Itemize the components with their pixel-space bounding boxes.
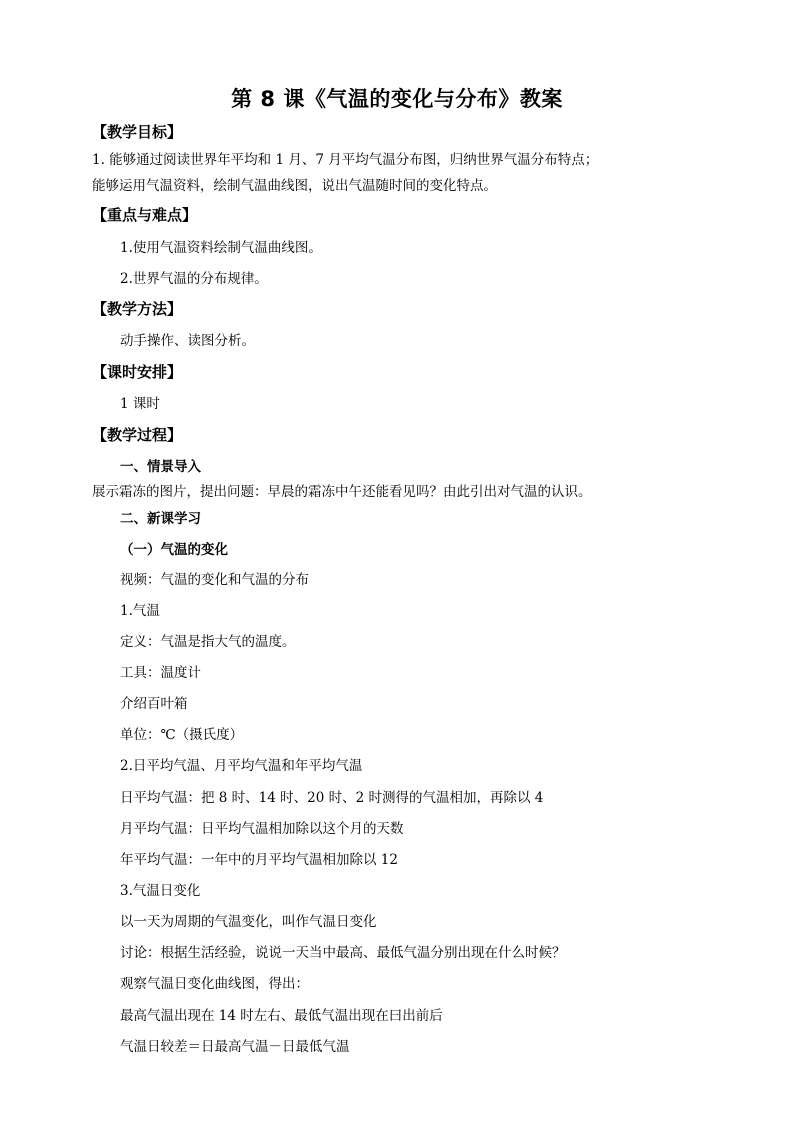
process-line: 讨论：根据生活经验，说说一天当中最高、最低气温分别出现在什么时候？ (120, 945, 566, 961)
section-heading-process: 【教学过程】 (92, 426, 183, 444)
process-line: 单位：℃（摄氏度） (120, 727, 244, 743)
process-line: 1.气温 (120, 603, 160, 619)
process-part1-text: 展示霜冻的图片，提出问题：早晨的霜冻中午还能看见吗？由此引出对气温的认识。 (92, 484, 592, 500)
process-line: 气温日较差＝日最高气温－日最低气温 (120, 1039, 350, 1055)
section-heading-key-points: 【重点与难点】 (92, 206, 198, 224)
process-line: 月平均气温：日平均气温相加除以这个月的天数 (120, 821, 404, 837)
section-heading-schedule: 【课时安排】 (92, 363, 183, 381)
process-line: 日平均气温：把 8 时、14 时、20 时、2 时测得的气温相加，再除以 4 (120, 790, 544, 806)
process-line: 定义：气温是指大气的温度。 (120, 634, 296, 650)
process-line: 2.日平均气温、月平均气温和年平均气温 (120, 758, 363, 774)
key-point-2: 2.世界气温的分布规律。 (120, 271, 268, 287)
process-line: 视频：气温的变化和气温的分布 (120, 572, 309, 588)
process-line: 介绍百叶箱 (120, 696, 188, 712)
process-part1-title: 一、情景导入 (120, 459, 201, 475)
process-line: 以一天为周期的气温变化，叫作气温日变化 (120, 914, 377, 930)
process-line: 最高气温出现在 14 时左右、最低气温出现在曰出前后 (120, 1008, 443, 1024)
key-point-1: 1.使用气温资料绘制气温曲线图。 (120, 240, 322, 256)
schedule-text: 1 课时 (120, 396, 160, 412)
objective-line-1: 1. 能够通过阅读世界年平均和 1 月、7 月平均气温分布图，归纳世界气温分布特点； (92, 152, 599, 168)
page-title: 第 8 课《气温的变化与分布》教案 (231, 87, 563, 111)
process-line: 工具：温度计 (120, 665, 201, 681)
process-sub1-title: （一）气温的变化 (120, 542, 228, 558)
process-line: 年平均气温：一年中的月平均气温相加除以 12 (120, 852, 398, 868)
objective-line-2: 能够运用气温资料，绘制气温曲线图，说出气温随时间的变化特点。 (92, 178, 497, 194)
process-part2-title: 二、新课学习 (120, 511, 201, 527)
section-heading-objectives: 【教学目标】 (92, 123, 183, 141)
process-line: 观察气温日变化曲线图，得出： (120, 976, 309, 992)
methods-text: 动手操作、读图分析。 (120, 333, 255, 349)
section-heading-methods: 【教学方法】 (92, 300, 183, 318)
process-line: 3.气温日变化 (120, 883, 201, 899)
